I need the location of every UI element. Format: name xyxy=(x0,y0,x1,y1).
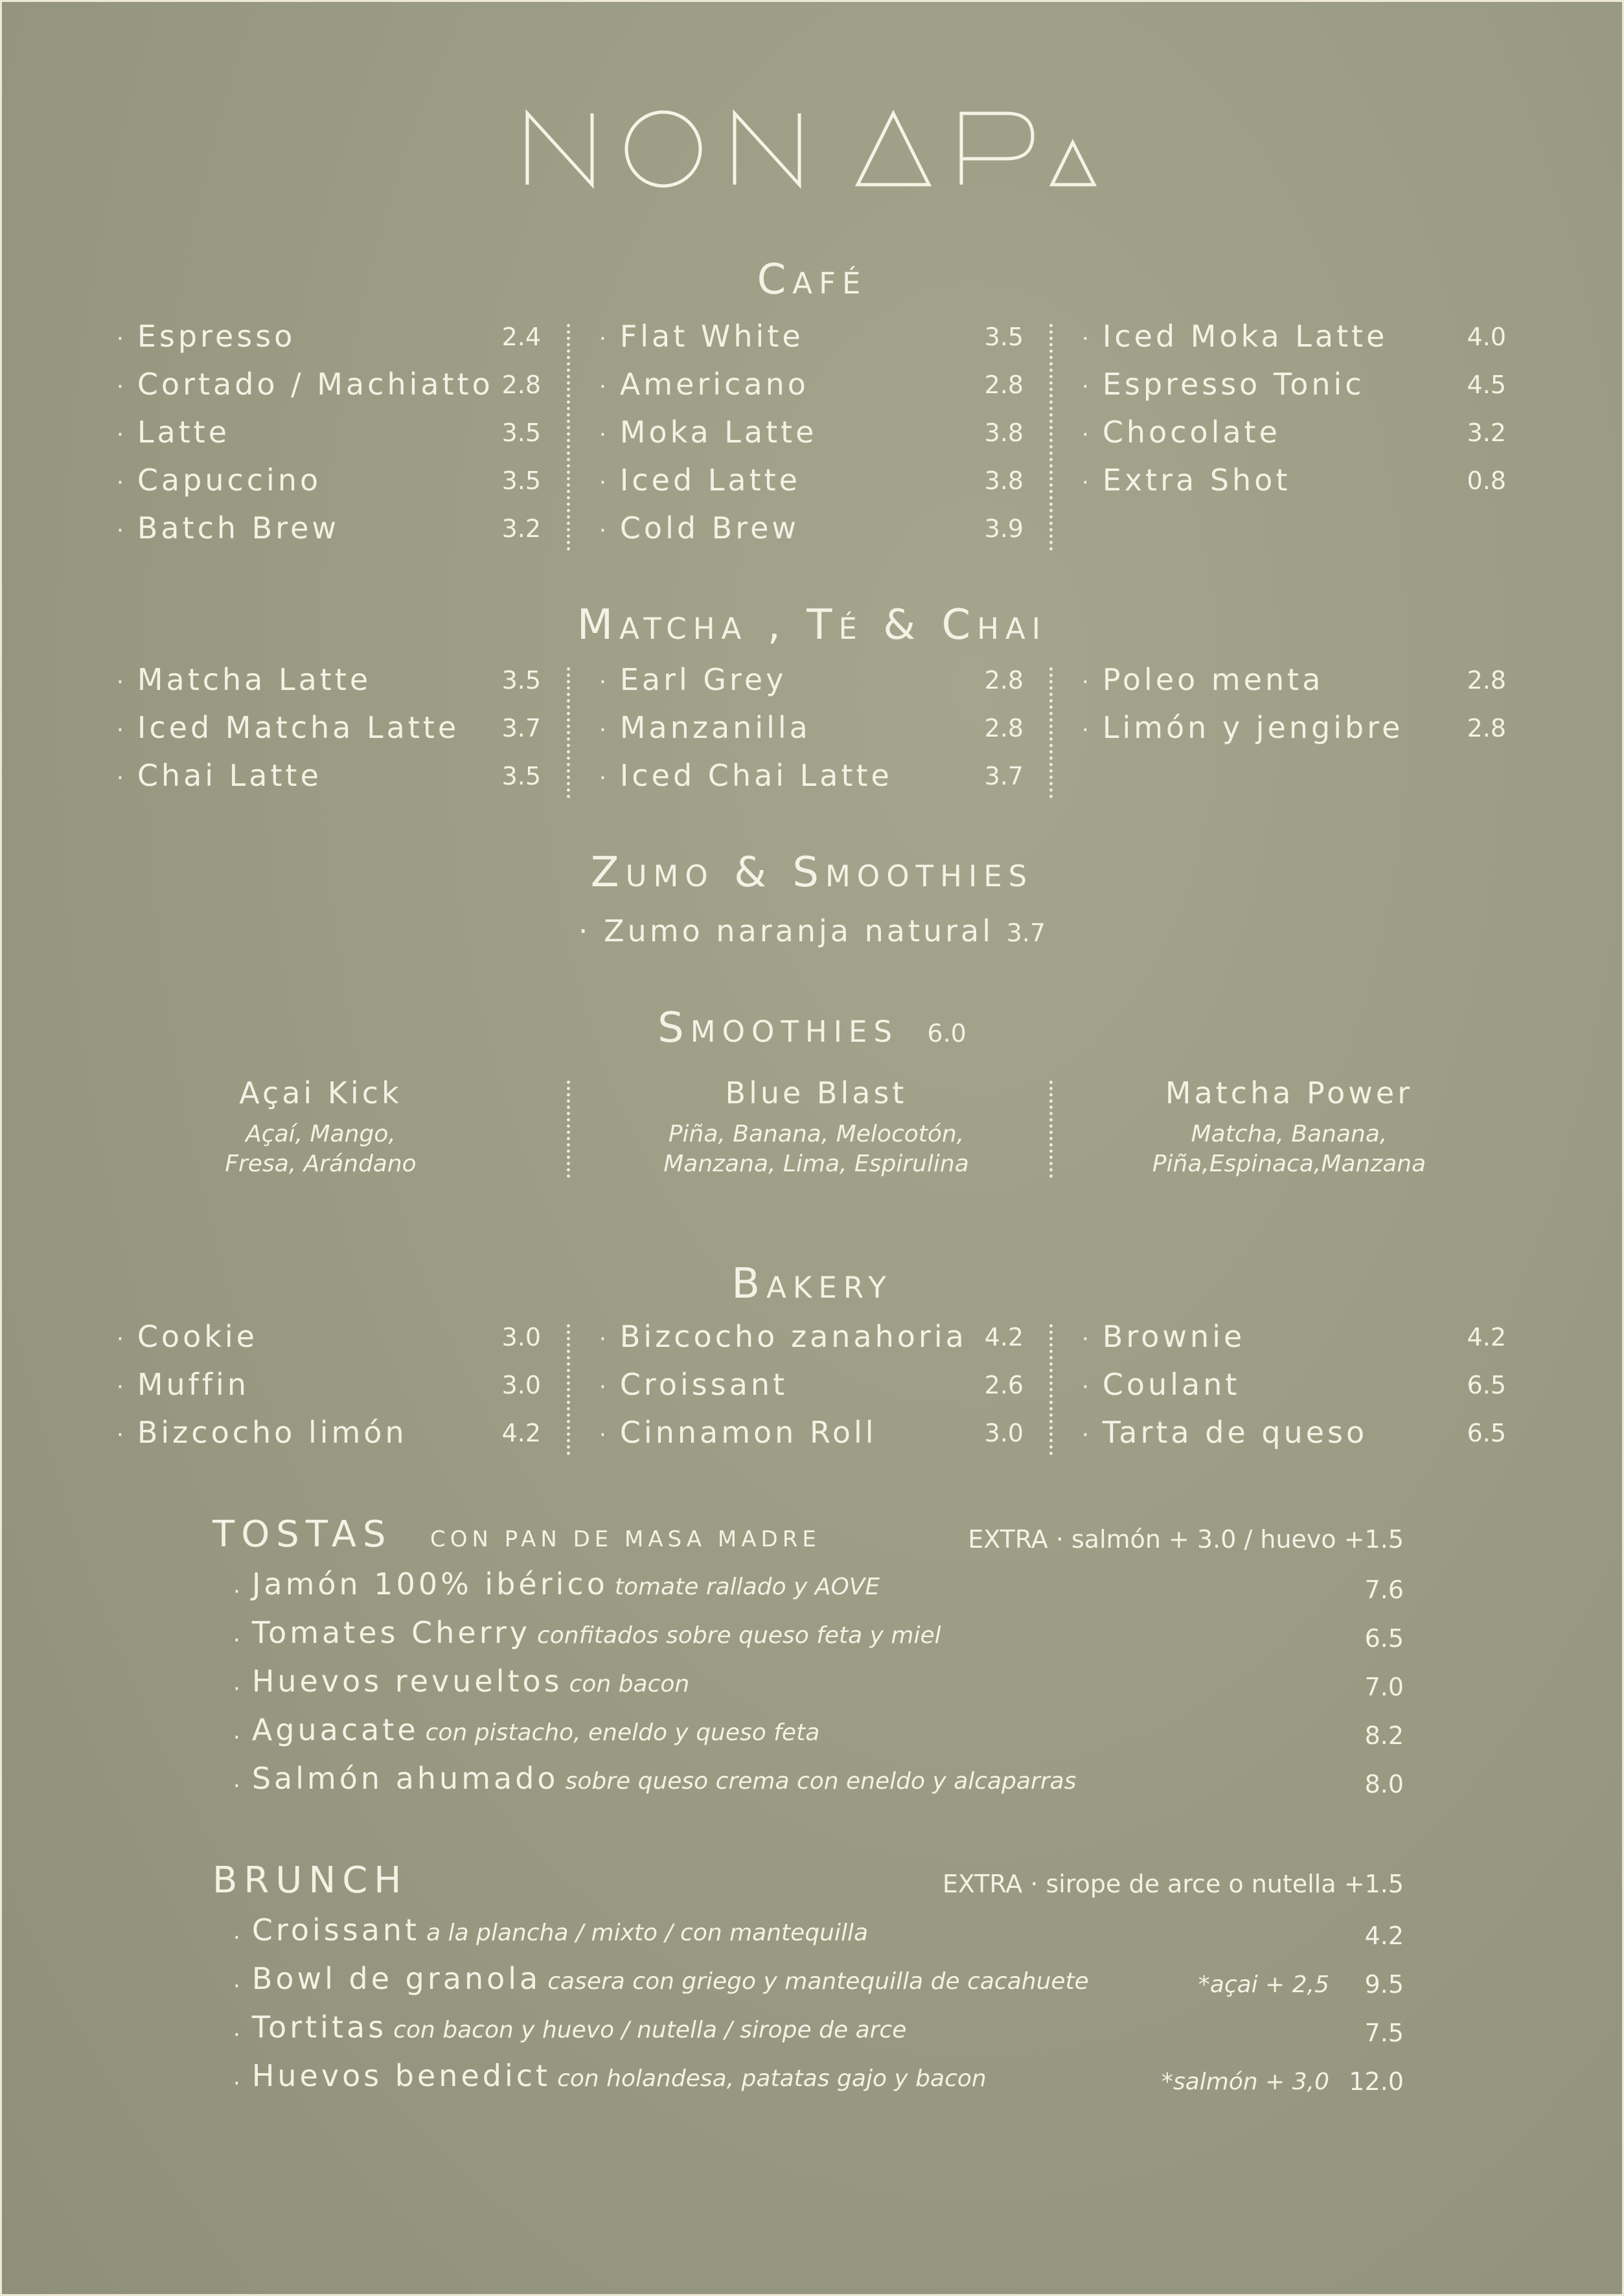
bullet: · xyxy=(599,373,610,400)
menu-item xyxy=(599,1367,788,1415)
menu-item-price: 4.2 xyxy=(501,1419,541,1447)
menu-item-name: Latte xyxy=(137,415,231,450)
menu-item xyxy=(233,1664,689,1710)
menu-item-name: Croissant xyxy=(619,1367,788,1402)
bullet: · xyxy=(1082,373,1092,400)
menu-item xyxy=(117,758,322,806)
bullet: · xyxy=(117,1421,127,1448)
menu-item-price: 3.5 xyxy=(501,419,541,447)
menu-item-price: 2.8 xyxy=(1467,666,1506,695)
bullet: · xyxy=(599,421,610,448)
menu-item xyxy=(1082,1415,1367,1463)
menu-item-name: Bowl de granola xyxy=(251,1961,542,1996)
smoothie-name: Matcha Power xyxy=(1165,1075,1413,1110)
menu-item xyxy=(1082,1367,1240,1415)
smoothie-ingredients xyxy=(87,1119,554,1179)
menu-item-price: 3.8 xyxy=(984,466,1024,495)
menu-item xyxy=(1082,662,1323,710)
section-title-cafe: Café xyxy=(757,256,867,304)
menu-item xyxy=(599,1319,967,1367)
bullet: · xyxy=(599,1373,610,1400)
menu-item-price: 3.8 xyxy=(984,419,1024,447)
bullet: · xyxy=(1082,1373,1092,1400)
bullet: · xyxy=(1082,421,1092,448)
menu-item-name: Capuccino xyxy=(137,463,322,498)
zumo-item xyxy=(0,913,1624,948)
menu-item-name: Tortitas xyxy=(251,2010,387,2045)
menu-item-description: casera con griego y mantequilla de cacahuete xyxy=(547,1968,1089,1995)
column-divider xyxy=(567,667,570,798)
menu-item-name: Cold Brew xyxy=(619,511,800,545)
section-title-matcha: Matcha , Té & Chai xyxy=(577,601,1047,649)
menu-item-name: Iced Latte xyxy=(619,463,801,498)
menu-item xyxy=(1082,463,1290,511)
menu-item-price: 3.2 xyxy=(1467,419,1506,447)
bullet: · xyxy=(117,469,127,496)
bullet: · xyxy=(599,1421,610,1448)
smoothie-ingredients xyxy=(583,1119,1049,1179)
menu-item-price: 6.5 xyxy=(1467,1371,1506,1399)
menu-item-name: Flat White xyxy=(619,319,804,354)
smoothie-ingredients-line: Piña,Espinaca,Manzana xyxy=(1152,1151,1426,1177)
menu-item-description: tomate rallado y AOVE xyxy=(614,1574,880,1600)
menu-item-name: Iced Chai Latte xyxy=(619,758,893,793)
smoothie-name: Açai Kick xyxy=(239,1075,402,1110)
bullet: · xyxy=(117,421,127,448)
menu-item-name: Bizcocho limón xyxy=(137,1415,407,1450)
menu-item-price: 2.8 xyxy=(984,714,1024,742)
bullet: · xyxy=(599,325,610,352)
menu-item-description: a la plancha / mixto / con mantequilla xyxy=(426,1920,869,1946)
bullet: · xyxy=(599,517,610,544)
menu-item-price: 2.8 xyxy=(984,371,1024,399)
bullet: · xyxy=(233,2070,240,2096)
menu-item xyxy=(117,1367,249,1415)
smoothie-ingredients-line: Manzana, Lima, Espirulina xyxy=(663,1151,969,1177)
matcha-grid xyxy=(117,662,1509,805)
menu-item-price: 2.8 xyxy=(984,666,1024,695)
menu-item xyxy=(117,1415,407,1463)
menu-item-price: 2.4 xyxy=(501,323,541,351)
bullet: · xyxy=(1082,669,1092,695)
menu-item xyxy=(117,710,459,758)
bullet: · xyxy=(1082,325,1092,352)
menu-item-name: Tomates Cherry xyxy=(251,1615,531,1650)
menu-item-name: Chai Latte xyxy=(137,758,322,793)
bullet: · xyxy=(1082,1421,1092,1448)
bullet: · xyxy=(599,764,610,791)
menu-item xyxy=(117,463,321,511)
column-divider xyxy=(567,324,570,551)
menu-item xyxy=(1082,710,1403,758)
menu-item xyxy=(117,511,339,558)
menu-item-price: 3.7 xyxy=(984,762,1024,790)
menu-item-name: Bizcocho zanahoria xyxy=(619,1319,967,1354)
menu-item-price: 3.5 xyxy=(501,466,541,495)
menu-item-name: Matcha Latte xyxy=(137,662,372,697)
menu-item-name: Croissant xyxy=(251,1912,420,1947)
bullet: · xyxy=(233,1724,240,1751)
bullet: · xyxy=(117,717,127,743)
menu-item-price: 6.5 xyxy=(1467,1419,1506,1447)
smoothie-ingredients-line: Açaí, Mango, xyxy=(246,1121,396,1147)
menu-item-price: 12.0 xyxy=(1349,2067,1404,2096)
menu-item-price: 3.0 xyxy=(501,1371,541,1399)
menu-item xyxy=(233,2058,987,2105)
bullet: · xyxy=(233,1675,240,1702)
menu-item xyxy=(117,662,371,710)
menu-item-name: Cinnamon Roll xyxy=(619,1415,877,1450)
menu-item-price: 3.9 xyxy=(984,514,1024,543)
bullet: · xyxy=(117,325,127,352)
menu-item xyxy=(233,1712,819,1759)
brunch-extra: EXTRA · sirope de arce o nutella +1.5 xyxy=(942,1870,1404,1898)
smoothie-ingredients xyxy=(1056,1119,1522,1179)
smoothie-ingredients-line: Piña, Banana, Melocotón, xyxy=(668,1121,965,1147)
menu-item-price: 3.5 xyxy=(984,323,1024,351)
brand-logo xyxy=(0,107,1624,191)
bullet: · xyxy=(233,1973,240,1999)
menu-item-price: 4.0 xyxy=(1467,323,1506,351)
zumo-item-price: 3.7 xyxy=(1006,919,1046,947)
menu-item-name: Espresso xyxy=(137,319,296,354)
menu-item-price: 2.6 xyxy=(984,1371,1024,1399)
zumo-item-name: · Zumo naranja natural xyxy=(578,913,994,948)
menu-item-price: 4.2 xyxy=(1364,1922,1404,1950)
bullet: · xyxy=(117,1373,127,1400)
menu-item xyxy=(599,319,804,367)
menu-item xyxy=(117,319,295,367)
menu-item-name: Chocolate xyxy=(1102,415,1281,450)
menu-item xyxy=(233,1912,868,1959)
menu-item-price: 3.0 xyxy=(501,1323,541,1351)
bakery-grid xyxy=(117,1319,1509,1462)
bullet: · xyxy=(599,717,610,743)
menu-item-name: Tarta de queso xyxy=(1102,1415,1368,1450)
menu-item-extra-note: *salmón + 3,0 xyxy=(1161,2069,1329,2095)
menu-item xyxy=(599,367,809,415)
column-divider xyxy=(1049,1081,1053,1178)
section-title-smoothies xyxy=(0,1004,1624,1052)
menu-item xyxy=(1082,415,1281,463)
menu-item-name: Espresso Tonic xyxy=(1102,367,1365,402)
menu-item xyxy=(599,415,817,463)
menu-item-name: Huevos revueltos xyxy=(251,1664,563,1699)
menu-item-price: 8.0 xyxy=(1364,1770,1404,1798)
menu-item xyxy=(599,758,893,806)
menu-item-name: Huevos benedict xyxy=(251,2058,551,2093)
tostas-title: TOSTAS xyxy=(212,1513,393,1556)
menu-item-name: Poleo menta xyxy=(1102,662,1324,697)
bullet: · xyxy=(233,1627,240,1653)
menu-item-description: con pistacho, eneldo y queso feta xyxy=(425,1719,820,1746)
menu-item xyxy=(233,1961,1089,2008)
menu-item xyxy=(1082,319,1388,367)
menu-item-description: con holandesa, patatas gajo y bacon xyxy=(557,2065,987,2092)
menu-item-price: 6.5 xyxy=(1364,1624,1404,1653)
menu-item-description: con bacon y huevo / nutella / sirope de arce xyxy=(393,2017,907,2043)
tostas-extra: EXTRA · salmón + 3.0 / huevo +1.5 xyxy=(968,1525,1404,1554)
menu-item-name: Salmón ahumado xyxy=(251,1761,559,1796)
bullet: · xyxy=(117,517,127,544)
menu-item-price: 9.5 xyxy=(1364,1970,1404,1999)
menu-item xyxy=(233,1761,1076,1808)
bullet: · xyxy=(1082,1326,1092,1352)
smoothies-title-text: Smoothies xyxy=(658,1004,899,1052)
menu-item xyxy=(117,415,230,463)
menu-item-description: confitados sobre queso feta y miel xyxy=(536,1622,941,1649)
tostas-caption: CON PAN DE MASA MADRE xyxy=(430,1526,821,1552)
menu-item-name: Cookie xyxy=(137,1319,258,1354)
column-divider xyxy=(1049,324,1053,551)
menu-item-name: Iced Moka Latte xyxy=(1102,319,1388,354)
bullet: · xyxy=(117,669,127,695)
menu-item-price: 4.2 xyxy=(984,1323,1024,1351)
menu-item-price: 3.5 xyxy=(501,666,541,695)
menu-item-price: 3.7 xyxy=(501,714,541,742)
bullet: · xyxy=(117,373,127,400)
menu-item-name: Manzanilla xyxy=(619,710,811,745)
menu-item-name: Limón y jengibre xyxy=(1102,710,1404,745)
menu-item-name: Iced Matcha Latte xyxy=(137,710,460,745)
menu-item-description: con bacon xyxy=(569,1671,690,1697)
menu-item-price: 3.2 xyxy=(501,514,541,543)
menu-item-name: Cortado / Machiatto xyxy=(137,367,494,402)
menu-item xyxy=(117,367,494,415)
menu-item-price: 7.5 xyxy=(1364,2019,1404,2047)
menu-item-price: 8.2 xyxy=(1364,1721,1404,1750)
menu-item-name: Aguacate xyxy=(251,1712,419,1747)
menu-item-description: sobre queso crema con eneldo y alcaparras xyxy=(565,1768,1077,1795)
menu-item-name: Jamón 100% ibérico xyxy=(251,1567,608,1601)
menu-item-extra-note: *açai + 2,5 xyxy=(1198,1971,1329,1998)
bullet: · xyxy=(233,2021,240,2048)
bullet: · xyxy=(599,669,610,695)
menu-item xyxy=(599,662,786,710)
column-divider xyxy=(1049,667,1053,798)
menu-item xyxy=(233,2010,906,2056)
menu-item xyxy=(233,1615,941,1662)
bullet: · xyxy=(117,764,127,791)
menu-item xyxy=(1082,1319,1245,1367)
section-title-bakery: Bakery xyxy=(731,1260,893,1308)
menu-item-name: Americano xyxy=(619,367,809,402)
smoothie-ingredients-line: Matcha, Banana, xyxy=(1191,1121,1388,1147)
smoothie-name: Blue Blast xyxy=(725,1075,908,1110)
menu-item-price: 3.5 xyxy=(501,762,541,790)
column-divider xyxy=(567,1324,570,1455)
menu-item-name: Moka Latte xyxy=(619,415,818,450)
bullet: · xyxy=(233,1578,240,1605)
section-title-zumo: Zumo & Smoothies xyxy=(590,849,1034,897)
menu-item-name: Earl Grey xyxy=(619,662,787,697)
menu-item-price: 0.8 xyxy=(1467,466,1506,495)
bullet: · xyxy=(233,1924,240,1951)
menu-item xyxy=(599,1415,877,1463)
smoothies-price: 6.0 xyxy=(927,1019,966,1048)
cafe-grid xyxy=(117,319,1509,558)
menu-item xyxy=(117,1319,258,1367)
smoothie-ingredients-line: Fresa, Arándano xyxy=(225,1151,417,1177)
menu-item-price: 7.6 xyxy=(1364,1576,1404,1604)
menu-item xyxy=(233,1567,880,1613)
bullet: · xyxy=(117,1326,127,1352)
menu-item-price: 4.5 xyxy=(1467,371,1506,399)
menu-item-name: Brownie xyxy=(1102,1319,1246,1354)
bullet: · xyxy=(599,469,610,496)
menu-item-price: 3.0 xyxy=(984,1419,1024,1447)
menu-item xyxy=(599,710,811,758)
bullet: · xyxy=(1082,469,1092,496)
menu-item xyxy=(599,511,799,558)
menu-item-price: 4.2 xyxy=(1467,1323,1506,1351)
menu-item-name: Muffin xyxy=(137,1367,249,1402)
column-divider xyxy=(567,1081,570,1178)
menu-item-price: 7.0 xyxy=(1364,1673,1404,1701)
menu-item-price: 2.8 xyxy=(501,371,541,399)
menu-item-name: Coulant xyxy=(1102,1367,1241,1402)
brunch-title: BRUNCH xyxy=(212,1859,408,1901)
menu-item-price: 2.8 xyxy=(1467,714,1506,742)
bullet: · xyxy=(599,1326,610,1352)
bullet: · xyxy=(233,1773,240,1799)
menu-item-name: Batch Brew xyxy=(137,511,340,545)
bullet: · xyxy=(1082,717,1092,743)
menu-item xyxy=(1082,367,1365,415)
column-divider xyxy=(1049,1324,1053,1455)
menu-item-name: Extra Shot xyxy=(1102,463,1291,498)
menu-item xyxy=(599,463,801,511)
